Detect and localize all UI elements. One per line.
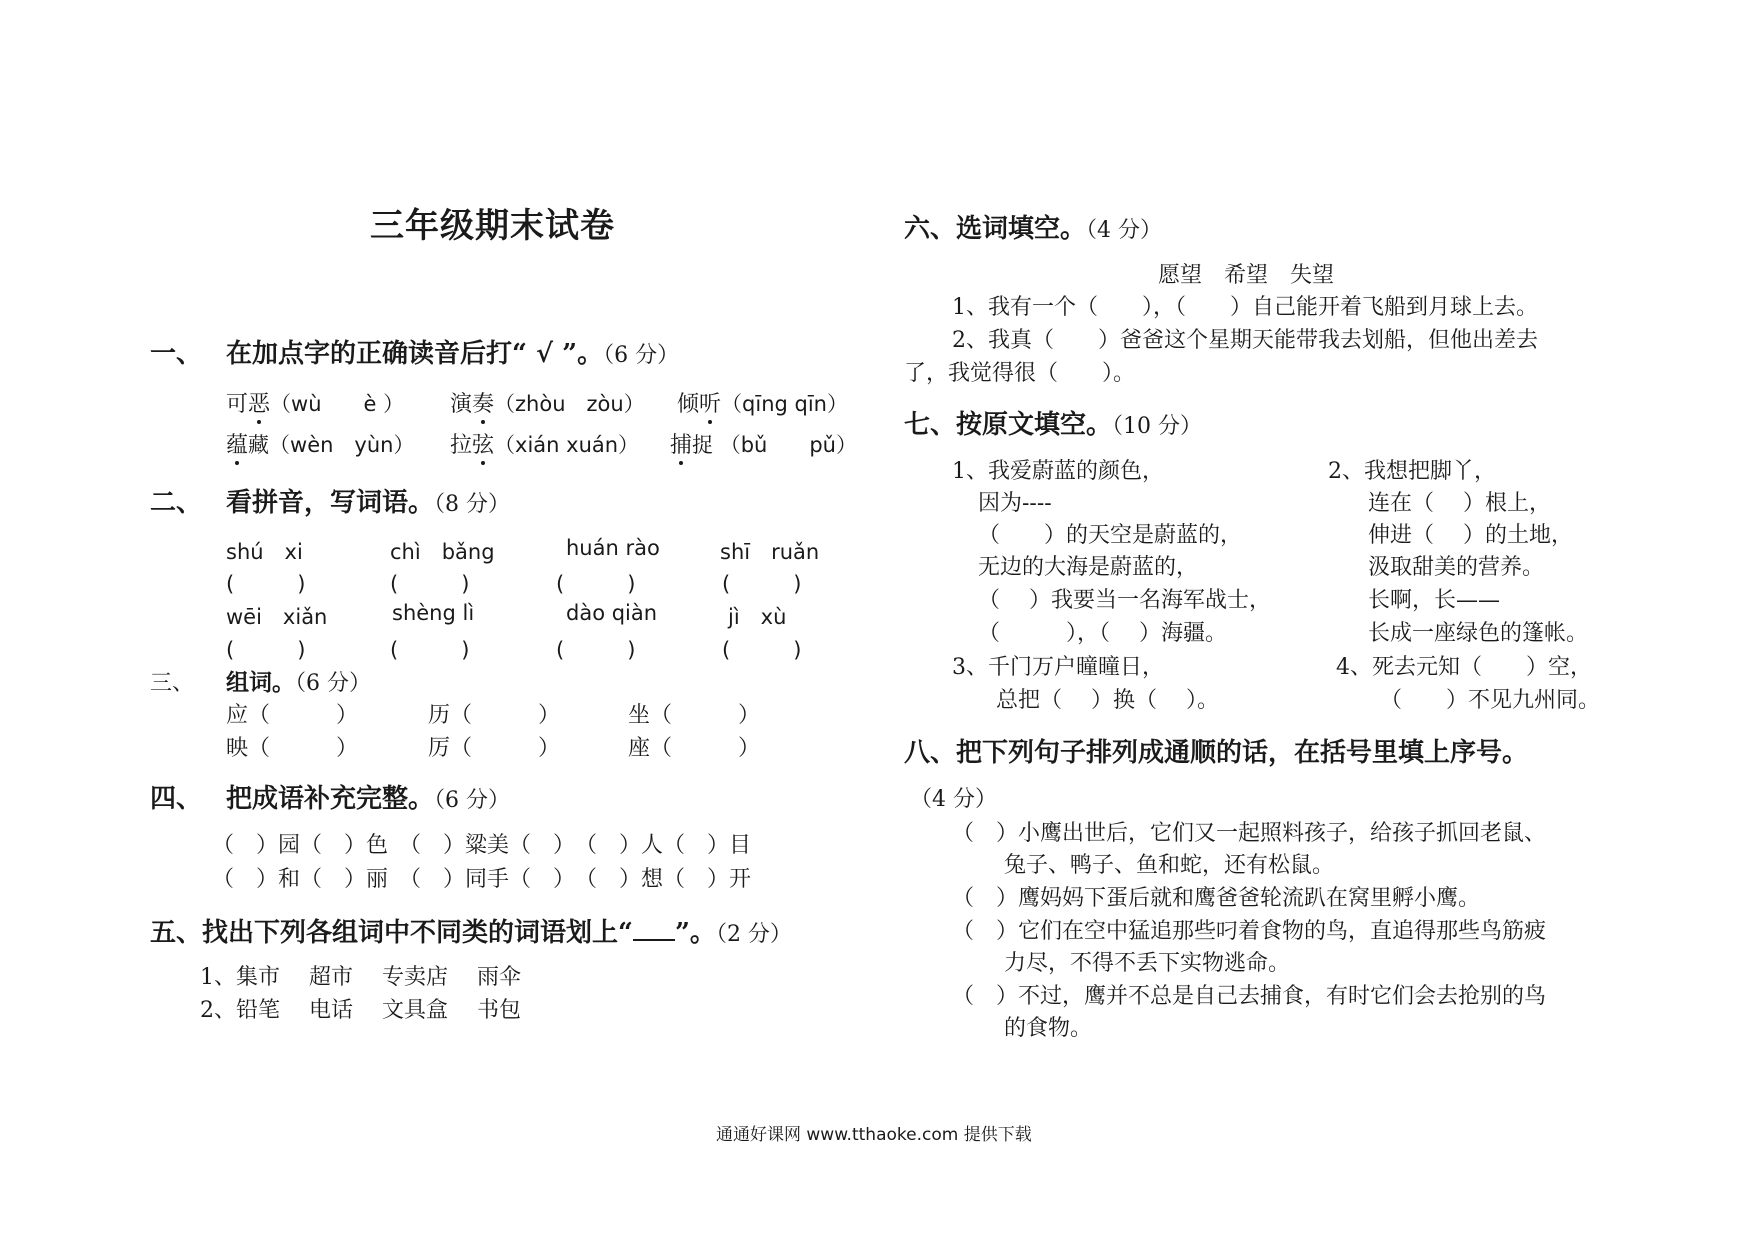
s1-item-4-dotted: 蕴 xyxy=(226,433,249,458)
section-3-heading xyxy=(226,664,371,697)
poem-2-line-2: 连在（ ）根上， xyxy=(1368,491,1551,516)
poem-2-line-1: 2、我想把脚丫， xyxy=(1328,459,1496,484)
pinyin-1-4: shī ruǎn xyxy=(720,540,820,564)
s1-item-2-dotted: 奏 xyxy=(472,392,495,417)
section-5-heading-end: ”。 xyxy=(674,918,716,948)
answer-blank-1-3[interactable]: ( ) xyxy=(556,572,636,596)
s1-item-2-pre: 演 xyxy=(450,392,473,417)
poem-4-line-1: 4、死去元知（ ）空， xyxy=(1336,655,1592,680)
s8-item-2-line-1: （ ）鹰妈妈下蛋后就和鹰爸爸轮流趴在窝里孵小鹰。 xyxy=(952,886,1481,911)
section-1-points: （6 分） xyxy=(603,343,680,368)
s1-item-5 xyxy=(450,428,639,459)
s6-line-2: 2、我真（ ）爸爸这个星期天能带我去划船，但他出差去 xyxy=(952,328,1538,353)
s1-item-5-pre: 拉 xyxy=(450,433,473,458)
section-1-heading xyxy=(226,333,679,370)
poem-2-line-6: 长成一座绿色的篷帐。 xyxy=(1368,621,1589,646)
s1-item-3-pre: 倾 xyxy=(677,392,700,417)
pinyin-2-1: wēi xiǎn xyxy=(226,605,328,629)
section-1-heading-text: 在加点字的正确读音后打“ √ ”。 xyxy=(226,339,604,369)
s1-item-6-pinyin: 捉 （bǔ pǔ） xyxy=(692,433,857,457)
answer-blank-2-1[interactable]: ( ) xyxy=(226,638,306,662)
s8-item-3-line-2: 力尽，不得不丢下实物逃命。 xyxy=(1004,951,1291,976)
pinyin-1-2: chì bǎng xyxy=(390,540,495,564)
s1-item-3-pinyin: （qīng qīn） xyxy=(721,392,848,416)
s1-item-1 xyxy=(226,387,404,418)
section-5-heading-start: 五、找出下列各组词中不同类的词语划上“ xyxy=(150,918,633,948)
section-3-number: 三、 xyxy=(150,671,195,696)
answer-blank-1-4[interactable]: ( ) xyxy=(722,572,802,596)
s5-group-1: 1、集市 超市 专卖店 雨伞 xyxy=(200,965,521,990)
zuci-2-2: 厉（ ） xyxy=(428,736,561,761)
poem-1-line-1: 1、我爱蔚蓝的颜色， xyxy=(952,459,1164,484)
section-7-heading-text: 七、按原文填空。 xyxy=(904,410,1113,440)
s1-item-6-dotted: 捕 xyxy=(670,433,693,458)
poem-3-line-2: 总把（ ）换（ ）。 xyxy=(996,688,1219,713)
s5-group-2: 2、铅笔 电话 文具盒 书包 xyxy=(200,998,521,1023)
poem-2-line-3: 伸进（ ）的土地， xyxy=(1368,523,1573,548)
s1-item-6 xyxy=(670,428,857,459)
section-3-heading-text: 组词。 xyxy=(226,669,295,696)
section-4-points: （6 分） xyxy=(434,788,511,813)
poem-1-line-2: 因为---- xyxy=(978,491,1052,516)
pinyin-2-4: jì xù xyxy=(728,605,787,629)
underline-mark xyxy=(633,921,675,941)
answer-blank-1-2[interactable]: ( ) xyxy=(390,572,470,596)
s1-item-5-pinyin: （xián xuán） xyxy=(494,433,640,457)
section-3-points: （6 分） xyxy=(295,671,371,696)
section-2-points: （8 分） xyxy=(434,492,511,517)
poem-4-line-2: （ ）不见九州同。 xyxy=(1380,688,1601,713)
section-1-number: 一、 xyxy=(150,339,203,369)
section-5-points: （2 分） xyxy=(715,922,792,947)
pinyin-1-1: shú xi xyxy=(226,540,303,564)
answer-blank-2-2[interactable]: ( ) xyxy=(390,638,470,662)
s1-item-1-dotted: 恶 xyxy=(248,392,271,417)
footer-source: 通通好课网 www.tthaoke.com 提供下载 xyxy=(716,1125,1032,1145)
section-6-heading xyxy=(904,208,1162,245)
section-2-number: 二、 xyxy=(150,488,203,518)
s1-item-3-dotted: 听 xyxy=(699,392,722,417)
s6-line-3: 了，我觉得很（ ）。 xyxy=(904,361,1136,386)
zuci-2-3: 座（ ） xyxy=(628,736,761,761)
pinyin-1-3: huán rào xyxy=(566,536,660,560)
answer-blank-2-4[interactable]: ( ) xyxy=(722,638,802,662)
s1-item-1-pinyin: （wù è ） xyxy=(270,392,405,416)
section-6-heading-text: 六、选词填空。 xyxy=(904,214,1087,244)
section-7-points: （10 分） xyxy=(1112,414,1203,439)
answer-blank-1-1[interactable]: ( ) xyxy=(226,572,306,596)
pinyin-2-3: dào qiàn xyxy=(566,601,658,625)
s8-item-3-line-1: （ ）它们在空中猛追那些叼着食物的鸟，直追得那些鸟筋疲 xyxy=(952,919,1547,944)
section-2-heading-text: 看拼音，写词语。 xyxy=(226,488,435,518)
s8-item-4-line-1: （ ）不过，鹰并不总是自己去捕食，有时它们会去抢别的鸟 xyxy=(952,984,1547,1009)
idiom-row-2: （ ）和（ ）丽 （ ）同手（ ） （ ）想（ ）开 xyxy=(212,867,752,892)
s8-item-1-line-2: 兔子、鸭子、鱼和蛇，还有松鼠。 xyxy=(1004,853,1335,878)
zuci-2-1: 映（ ） xyxy=(226,736,359,761)
s1-item-3 xyxy=(677,387,848,418)
section-2-heading xyxy=(226,482,510,519)
idiom-row-1: （ ）园（ ）色 （ ）粱美（ ） （ ）人（ ）目 xyxy=(212,833,752,858)
s1-item-1-pre: 可 xyxy=(226,392,249,417)
section-8-points: （4 分） xyxy=(910,787,997,812)
poem-1-line-4: 无边的大海是蔚蓝的， xyxy=(978,555,1199,580)
pinyin-2-2: shèng lì xyxy=(392,601,475,625)
section-4-heading-text: 把成语补充完整。 xyxy=(226,784,435,814)
s8-item-1-line-1: （ ）小鹰出世后，它们又一起照料孩子，给孩子抓回老鼠、 xyxy=(952,821,1547,846)
section-7-heading xyxy=(904,404,1202,441)
poem-3-line-1: 3、千门万户曈曈日， xyxy=(952,655,1164,680)
poem-2-line-4: 汲取甜美的营养。 xyxy=(1368,555,1545,580)
section-4-heading xyxy=(226,778,510,815)
section-5-heading xyxy=(150,912,792,949)
s1-item-2-pinyin: （zhòu zòu） xyxy=(494,392,645,416)
section-8-heading: 八、把下列句子排列成通顺的话，在括号里填上序号。 xyxy=(904,738,1529,768)
zuci-1-3: 坐（ ） xyxy=(628,703,761,728)
s1-item-2 xyxy=(450,387,645,418)
section-4-number: 四、 xyxy=(150,784,203,814)
zuci-1-1: 应（ ） xyxy=(226,703,359,728)
exam-title: 三年级期末试卷 xyxy=(370,206,615,246)
answer-blank-2-3[interactable]: ( ) xyxy=(556,638,636,662)
s1-item-4 xyxy=(226,428,414,459)
poem-1-line-5: （ ）我要当一名海军战士， xyxy=(978,588,1271,613)
s1-item-4-pinyin: 藏（wèn yùn） xyxy=(248,433,415,457)
poem-1-line-6: （ ），（ ）海疆。 xyxy=(978,621,1227,646)
zuci-1-2: 历（ ） xyxy=(428,703,561,728)
poem-2-line-5: 长啊，长—— xyxy=(1368,588,1501,613)
s1-item-5-dotted: 弦 xyxy=(472,433,495,458)
poem-1-line-3: （ ）的天空是蔚蓝的， xyxy=(978,523,1243,548)
s6-line-1: 1、我有一个（ ），（ ）自己能开着飞船到月球上去。 xyxy=(952,295,1538,320)
s8-item-4-line-2: 的食物。 xyxy=(1004,1016,1093,1041)
section-6-points: （4 分） xyxy=(1086,218,1163,243)
word-options: 愿望 希望 失望 xyxy=(1158,263,1335,288)
